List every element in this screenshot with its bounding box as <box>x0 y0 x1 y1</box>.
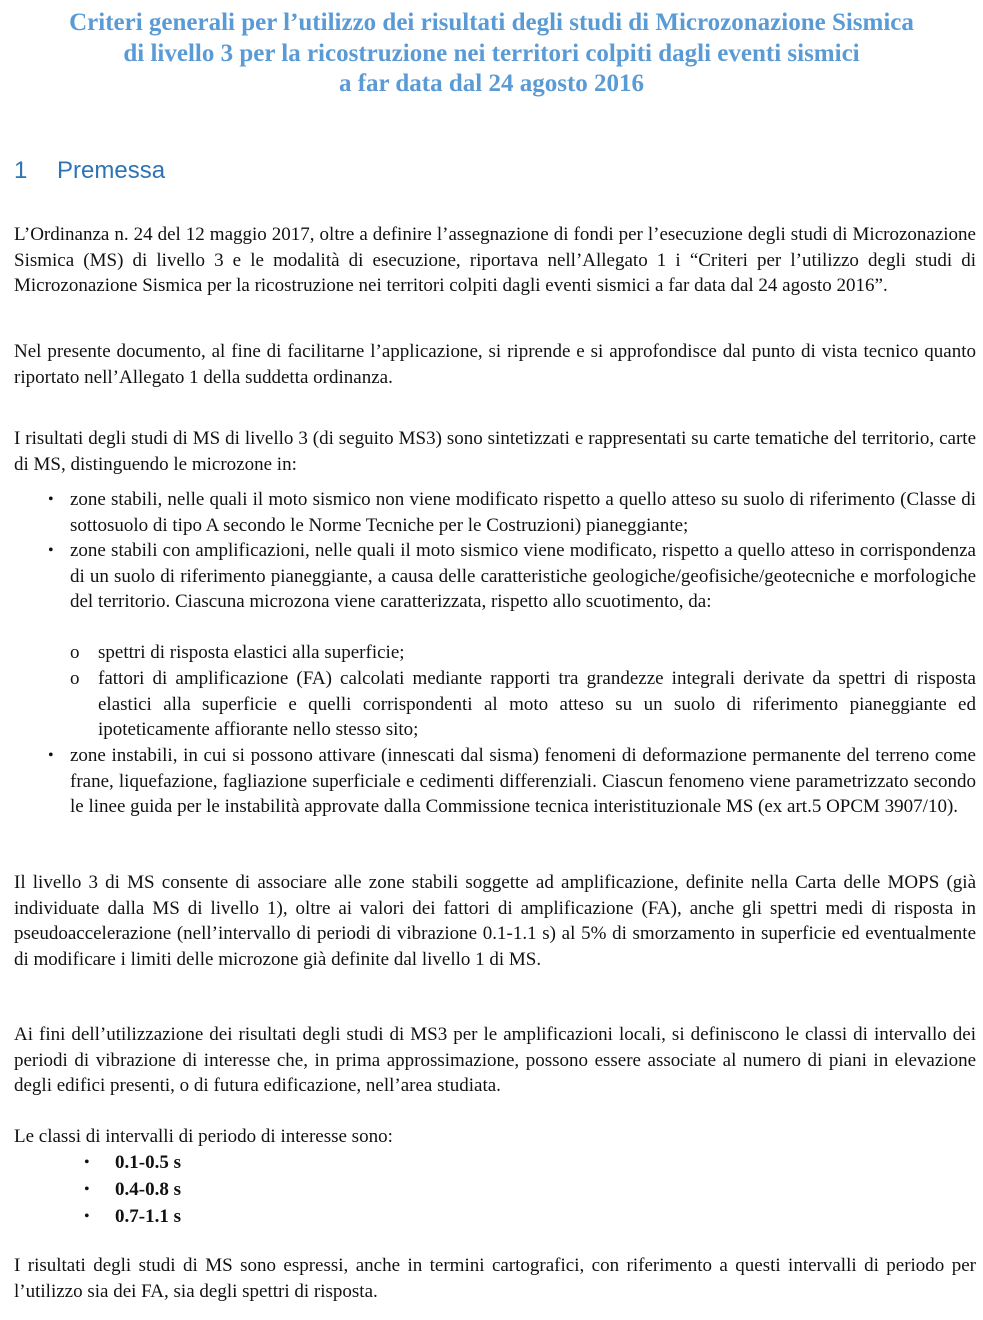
section-number: 1 <box>14 157 28 184</box>
paragraph-ordinanza: L’Ordinanza n. 24 del 12 maggio 2017, oltre a definire l’assegnazione di fondi per l’esecuzione degli studi di Microzonazione Sismica (MS) di livello 3 e le modalità di esecuzione, riportava nell’Allegato 1 i “Criteri per l’utilizzo degli studi di Microzonazione Sismica per la ricostruzione nei territori colpiti dagli eventi sismici a far data dal 24 agosto 2016”. <box>14 224 976 297</box>
paragraph-classi-periodo: Le classi di intervalli di periodo di interesse sono: <box>14 1126 393 1147</box>
sub-bullet-marker: o <box>70 642 80 663</box>
paragraph-livello-3: Il livello 3 di MS consente di associare alle zone stabili soggette ad amplificazione, definite nella Carta delle MOPS (già individuate dalla MS di livello 1), oltre ai valori dei fattori di amplificazione (FA), anche gli spettri medi di risposta in pseudoaccelerazione (nell’intervallo di periodi di vibrazione 0.1-1.1 s) al 5% di smorzamento in superficie ed eventualmente di modificare i limiti delle microzone già definite dal livello 1 di MS. <box>14 872 976 970</box>
bullet-marker: • <box>48 491 54 508</box>
paragraph-risultati-espressi: I risultati degli studi di MS sono espressi, anche in termini cartografici, con riferimento a questi intervalli di periodo per l’utilizzo sia dei FA, sia degli spettri di risposta. <box>14 1255 976 1302</box>
section-heading <box>14 155 165 187</box>
paragraph-classi-intervallo: Ai fini dell’utilizzazione dei risultati degli studi di MS3 per le amplificazioni locali, si definiscono le classi di intervallo dei periodi di vibrazione di interesse che, in prima approssimazione, possono essere associate al numero di piani in elevazione degli edifici presenti, o di futura edificazione, nell’area studiata. <box>14 1024 976 1097</box>
sub-item-fattori: fattori di amplificazione (FA) calcolati mediante rapporti tra grandezze integrali derivate da spettri di risposta elastici alla superficie e quelli corrispondenti al moto atteso su un suolo di riferimento pianeggiante ed ipoteticamente affiorante nello stesso sito; <box>98 668 976 741</box>
title-line-2: di livello 3 per la ricostruzione nei territori colpiti dagli eventi sismici <box>123 39 860 67</box>
zone-item-amplificazioni: zone stabili con amplificazioni, nelle quali il moto sismico viene modificato, rispetto a quello atteso in corrispondenza di un suolo di riferimento pianeggiante, a causa delle caratteristiche geologiche/geofisiche/geotecniche e morfologiche del territorio. Ciascuna microzona viene caratterizzata, rispetto allo scuotimento, da: <box>70 540 976 613</box>
period-class-item: 0.1-0.5 s <box>115 1152 181 1173</box>
title-line-3: a far data dal 24 agosto 2016 <box>338 70 645 97</box>
sub-item-spettri: spettri di risposta elastici alla superficie; <box>98 642 405 663</box>
period-class-item: 0.4-0.8 s <box>115 1179 181 1200</box>
title-line-1: Criteri generali per l’utilizzo dei risultati degli studi di Microzonazione Sismica <box>69 9 914 36</box>
document-title <box>0 8 983 100</box>
paragraph-risultati-ms3: I risultati degli studi di MS di livello 3 (di seguito MS3) sono sintetizzati e rappresentati su carte tematiche del territorio, carte di MS, distinguendo le microzone in: <box>14 428 976 475</box>
bullet-marker: • <box>84 1208 90 1225</box>
bullet-marker: • <box>84 1154 90 1171</box>
section-title: Premessa <box>57 157 166 184</box>
zone-item-instabili: zone instabili, in cui si possono attivare (innescati dal sisma) fenomeni di deformazione permanente del terreno come frane, liquefazione, fagliazione superficiale e cedimenti differenziali. Ciascun fenomeno viene parametrizzato secondo le linee guida per le instabilità approvate dalla Commissione tecnica interistituzionale MS (ex art.5 OPCM 3907/10). <box>70 745 976 818</box>
bullet-marker: • <box>48 542 54 559</box>
paragraph-presente-documento: Nel presente documento, al fine di facilitarne l’applicazione, si riprende e si approfondisce dal punto di vista tecnico quanto riportato nell’Allegato 1 della suddetta ordinanza. <box>14 341 976 388</box>
bullet-marker: • <box>48 747 54 764</box>
bullet-marker: • <box>84 1181 90 1198</box>
sub-bullet-marker: o <box>70 668 80 689</box>
period-class-item: 0.7-1.1 s <box>115 1206 181 1227</box>
zone-item-stabili: zone stabili, nelle quali il moto sismico non viene modificato rispetto a quello atteso su suolo di riferimento (Classe di sottosuolo di tipo A secondo le Norme Tecniche per le Costruzioni) pianeggiante; <box>70 489 976 536</box>
